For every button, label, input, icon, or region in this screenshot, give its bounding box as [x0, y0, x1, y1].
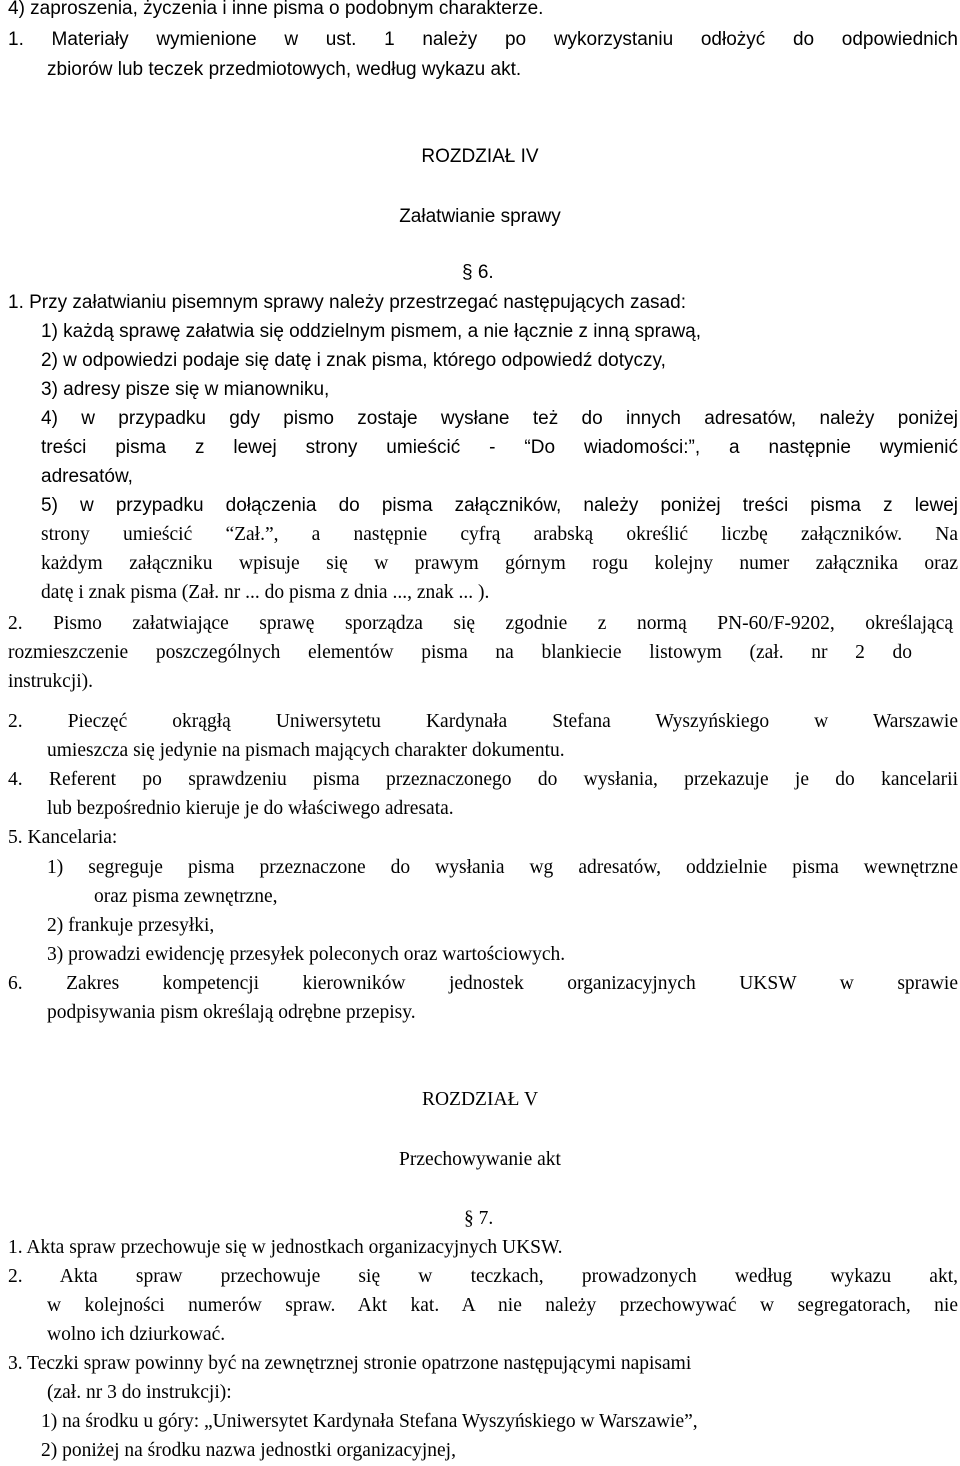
- chapter-4-heading: ROZDZIAŁ IV: [421, 146, 539, 167]
- section-6-item-4-line-2: treści pisma z lewej strony umieścić - “Do wiadomości:”, a następnie wymienić: [41, 437, 958, 458]
- section-6-item-5-line-4: datę i znak pisma (Zał. nr ... do pisma z dnia ..., znak ... ).: [41, 582, 490, 603]
- section-6-paragraph-4-line-1: 4. Referent po sprawdzeniu pisma przeznaczonego do wysłania, przekazuje je do kancelarii: [8, 769, 958, 790]
- section-6-paragraph-5-item-1-line-1: 1) segreguje pisma przeznaczone do wysłania wg adresatów, oddzielnie pisma wewnętrzne: [47, 857, 958, 878]
- section-6-paragraph-5-item-1-line-2: oraz pisma zewnętrzne,: [94, 886, 278, 907]
- section-6-marker: § 6.: [462, 262, 494, 283]
- section-6-paragraph-5-item-3: 3) prowadzi ewidencję przesyłek poleconych oraz wartościowych.: [47, 944, 566, 965]
- section-6-item-3: 3) adresy pisze się w mianowniku,: [41, 379, 330, 400]
- chapter-5-heading: ROZDZIAŁ V: [421, 1089, 539, 1110]
- section-6-paragraph-2-line-3: instrukcji).: [8, 671, 94, 692]
- section-6-item-4-line-3: adresatów,: [41, 466, 133, 487]
- section-6-item-5-line-2: strony umieścić “Zał.”, a następnie cyfrą arabską określić liczbę załączników. Na: [41, 524, 958, 545]
- chapter-4-subtitle: Załatwianie sprawy: [399, 206, 561, 227]
- section-7-paragraph-3-item-1: 1) na środku u góry: „Uniwersytet Kardynała Stefana Wyszyńskiego w Warszawie”,: [41, 1411, 698, 1432]
- section-6-paragraph-5-item-2: 2) frankuje przesyłki,: [47, 915, 215, 936]
- section-6-paragraph-6-line-1: 6. Zakres kompetencji kierowników jednostek organizacyjnych UKSW w sprawie: [8, 973, 958, 994]
- list-item-4-invitations: 4) zaproszenia, życzenia i inne pisma o podobnym charakterze.: [8, 0, 544, 19]
- section-7-paragraph-2-line-3: wolno ich dziurkować.: [47, 1324, 226, 1345]
- section-6-paragraph-6-line-2: podpisywania pism określają odrębne przepisy.: [47, 1002, 416, 1023]
- section-6-paragraph-5: 5. Kancelaria:: [8, 827, 118, 848]
- section-7-paragraph-3-line-1: 3. Teczki spraw powinny być na zewnętrznej stronie opatrzone następującymi napisami: [8, 1353, 692, 1374]
- section-7-paragraph-3-line-2: (zał. nr 3 do instrukcji):: [47, 1382, 232, 1403]
- section-7-marker: § 7.: [464, 1208, 494, 1229]
- section-7-paragraph-3-item-2: 2) poniżej na środku nazwa jednostki organizacyjnej,: [41, 1440, 456, 1461]
- section-6-item-5-line-1: 5) w przypadku dołączenia do pisma załączników, należy poniżej treści pisma z lewej: [41, 495, 958, 516]
- section-6-paragraph-3-line-1: 2. Pieczęć okrągłą Uniwersytetu Kardynała Stefana Wyszyńskiego w Warszawie: [8, 711, 958, 732]
- section-6-paragraph-3-line-2: umieszcza się jedynie na pismach mających charakter dokumentu.: [47, 740, 565, 761]
- section-6-paragraph-2-line-1: 2. Pismo załatwiające sprawę sporządza się zgodnie z normą PN-60/F-9202, określającą: [8, 613, 953, 634]
- chapter-5-subtitle: Przechowywanie akt: [399, 1149, 561, 1170]
- section-6-item-5-line-3: każdym załączniku wpisuje się w prawym górnym rogu kolejny numer załącznika oraz: [41, 553, 958, 574]
- section-6-item-1: 1) każdą sprawę załatwia się oddzielnym pismem, a nie łącznie z inną sprawą,: [41, 321, 702, 342]
- section-7-paragraph-1: 1. Akta spraw przechowuje się w jednostkach organizacyjnych UKSW.: [8, 1237, 563, 1258]
- section-6-paragraph-4-line-2: lub bezpośrednio kieruje je do właściwego adresata.: [47, 798, 454, 819]
- section-6-paragraph-2-line-2: rozmieszczenie poszczególnych elementów pisma na blankiecie listowym (zał. nr 2 do: [8, 642, 912, 663]
- paragraph-1-line-2: zbiorów lub teczek przedmiotowych, według wykazu akt.: [47, 59, 522, 80]
- paragraph-1-line-1: 1. Materiały wymienione w ust. 1 należy po wykorzystaniu odłożyć do odpowiednich: [8, 29, 958, 50]
- section-6-item-4-line-1: 4) w przypadku gdy pismo zostaje wysłane też do innych adresatów, należy poniżej: [41, 408, 958, 429]
- section-6-paragraph-1: 1. Przy załatwianiu pisemnym sprawy należy przestrzegać następujących zasad:: [8, 292, 686, 313]
- section-6-item-2: 2) w odpowiedzi podaje się datę i znak pisma, którego odpowiedź dotyczy,: [41, 350, 666, 371]
- section-7-paragraph-2-line-2: w kolejności numerów spraw. Akt kat. A nie należy przechowywać w segregatorach, nie: [47, 1295, 958, 1316]
- section-7-paragraph-2-line-1: 2. Akta spraw przechowuje się w teczkach, prowadzonych według wykazu akt,: [8, 1266, 958, 1287]
